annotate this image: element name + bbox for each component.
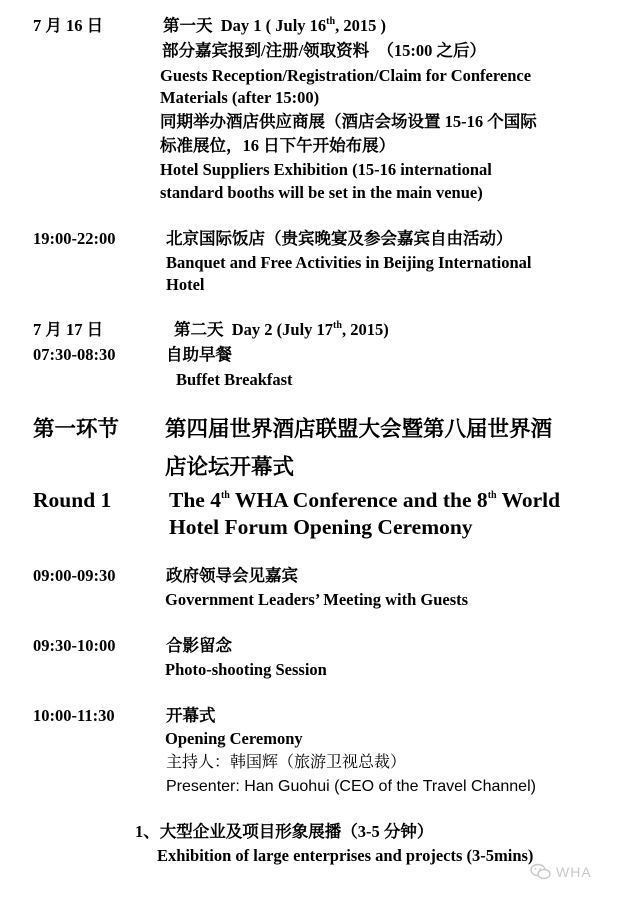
watermark-text: WHA (556, 864, 592, 880)
session1-time: 09:00-09:30 (33, 566, 116, 585)
breakfast-time: 07:30-08:30 (33, 345, 116, 364)
day1-title-en: Day 1 ( July 16th, 2015 ) (220, 15, 386, 35)
day1-title (163, 16, 386, 36)
presenter-en: Presenter: Han Guohui (CEO of the Travel Channel) (166, 778, 536, 795)
day2-title-cn: 第二天 (174, 320, 224, 339)
exhibition-cn-line2: 标准展位，16 日下午开始布展） (160, 136, 396, 155)
session2-time: 09:30-10:00 (33, 636, 116, 655)
day1-date: 7 月 16 日 (33, 16, 104, 35)
day2-title-en: Day 2 (July 17th, 2015) (231, 319, 389, 339)
item1-cn: 1、大型企业及项目形象展播（3-5 分钟） (135, 822, 434, 841)
round1-title-en-line1: The 4th WHA Conference and the 8th World (169, 488, 561, 512)
registration-en-line1: Guests Reception/Registration/Claim for Conference (160, 66, 532, 85)
round1-label-en: Round 1 (33, 488, 112, 512)
round1-title-cn-line1: 第四届世界酒店联盟大会暨第八届世界酒 (165, 417, 553, 441)
breakfast-cn: 自助早餐 (166, 345, 232, 364)
breakfast-en: Buffet Breakfast (176, 370, 293, 389)
day2-date: 7 月 17 日 (33, 320, 104, 339)
item1-en: Exhibition of large enterprises and projects (3-5mins) (157, 846, 534, 865)
banquet-cn: 北京国际饭店（贵宾晚宴及参会嘉宾自由活动） (166, 229, 513, 248)
session2-cn: 合影留念 (166, 636, 232, 655)
presenter-cn: 主持人：韩国辉（旅游卫视总裁） (166, 754, 407, 771)
session3-cn: 开幕式 (166, 706, 216, 725)
round1-title-en-line2: Hotel Forum Opening Ceremony (169, 515, 473, 539)
session3-en: Opening Ceremony (165, 729, 303, 748)
banquet-time: 19:00-22:00 (33, 229, 116, 248)
session1-cn: 政府领导会见嘉宾 (166, 566, 298, 585)
wechat-icon (530, 863, 552, 881)
exhibition-cn-line1: 同期举办酒店供应商展（酒店会场设置 15-16 个国际 (160, 112, 537, 131)
registration-cn: 部分嘉宾报到/注册/领取资料 （15:00 之后） (162, 41, 487, 60)
session3-time: 10:00-11:30 (33, 706, 115, 725)
exhibition-en-line1: Hotel Suppliers Exhibition (15-16 international (160, 160, 492, 179)
banquet-en-line2: Hotel (166, 275, 205, 294)
day1-title-cn: 第一天 (163, 16, 213, 35)
session2-en: Photo-shooting Session (165, 660, 327, 679)
round1-label-cn: 第一环节 (33, 417, 120, 441)
exhibition-en-line2: standard booths will be set in the main venue) (160, 183, 483, 202)
round1-title-cn-line2: 店论坛开幕式 (165, 455, 295, 479)
registration-en-line2: Materials (after 15:00) (160, 88, 320, 107)
day2-title (174, 320, 389, 340)
session1-en: Government Leaders’ Meeting with Guests (165, 590, 469, 609)
banquet-en-line1: Banquet and Free Activities in Beijing International (166, 253, 532, 272)
wechat-watermark (530, 862, 630, 884)
